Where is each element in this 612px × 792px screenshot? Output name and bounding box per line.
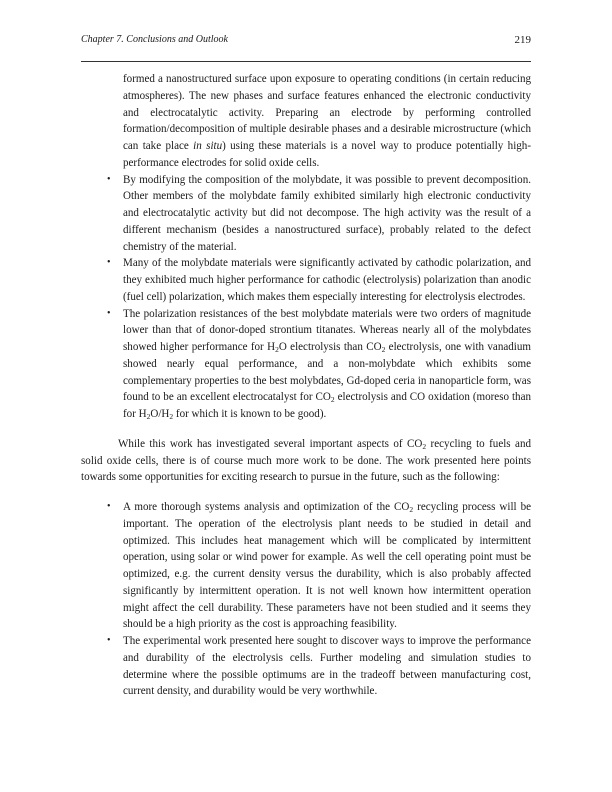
page-body bbox=[81, 71, 531, 700]
bullet-icon: • bbox=[107, 307, 111, 319]
page-header bbox=[81, 34, 531, 50]
list-item: • The polarization resistances of the best molybdate materials were two orders of magnitude lower than that of donor-doped strontium titanates. Whereas nearly all of the molybdates showed higher performance for $H_2O$ electrolysis than $CO_2$ electrolysis, one with vanadium showed nearly equal performance, and a non-molybdate which exhibits some complementary properties to the best molybdates, Gd-doped ceria in nanoparticle form, was found to be an excellent electrocatalyst for $CO_2$ electrolysis and CO oxidation (moreso than for $H_2O/H_2$ for which it is known to be good). bbox=[107, 307, 532, 421]
list-item: • Many of the molybdate materials were significantly activated by cathodic polarization, and they exhibited much higher performance for cathodic (electrolysis) polarization than anodic (fuel cell) polarization, which makes them especially interesting for electrolysis electrodes. bbox=[107, 257, 531, 303]
conclusions-list bbox=[81, 71, 531, 423]
list-item: • The experimental work presented here sought to discover ways to improve the performance and durability of the electrolysis cells. Further modeling and simulation studies to determine where the possible optimums are in the tradeoff between manufacturing cost, current density, and durability would be very worthwhile. bbox=[107, 635, 531, 698]
outlook-paragraph: While this work has investigated several important aspects of $CO_2$ recycling to fuels and solid oxide cells, there is of course much more work to be done. The work presented here points towards some opportunities for exciting research to pursue in the future, such as the following: bbox=[81, 437, 531, 484]
list-item-continuation: formed a nanostructured surface upon exposure to operating conditions (in certain reducing atmospheres). The new phases and surface features enhanced the electronic conductivity and electrocatalytic activity. Preparing an electrode by performing controlled formation/decomposition of multiple desirable phases and a desirable microstructure (which can take place in situ) using these materials is a novel way to produce potentially high-performance electrodes for solid oxide cells. bbox=[123, 73, 531, 169]
bullet-icon: • bbox=[107, 635, 111, 646]
outlook-list bbox=[81, 499, 531, 700]
header-divider bbox=[81, 61, 531, 62]
list-item: • A more thorough systems analysis and optimization of the $CO_2$ recycling process will be important. The operation of the electrolysis plant needs to be studied in detail and optimized. This includes heat management which will be complicated by intermittent operation, using solar or wind power for example. As well the cell operating point must be optimized, e.g. the current density versus the durability, which is also probably affected significantly by intermittent operation. It is not well known how intermittent operation might affect the cell durability. These parameters have not been studied and it seems they should be a high priority as the cost is approaching feasibility. bbox=[107, 501, 532, 631]
chapter-title: Chapter 7. Conclusions and Outlook bbox=[81, 34, 228, 45]
bullet-icon: • bbox=[107, 173, 111, 185]
list-item: • By modifying the composition of the molybdate, it was possible to prevent decomposition. Other members of the molybdate family exhibited similarly high electronic conductivity and electrocatalytic activity but did not decompose. The high activity was the result of a different mechanism (besides a nanostructured surface), probably related to the defect chemistry of the material. bbox=[107, 173, 531, 253]
page-number: 219 bbox=[514, 34, 531, 46]
bullet-icon: • bbox=[107, 501, 111, 512]
bullet-icon: • bbox=[107, 257, 111, 269]
